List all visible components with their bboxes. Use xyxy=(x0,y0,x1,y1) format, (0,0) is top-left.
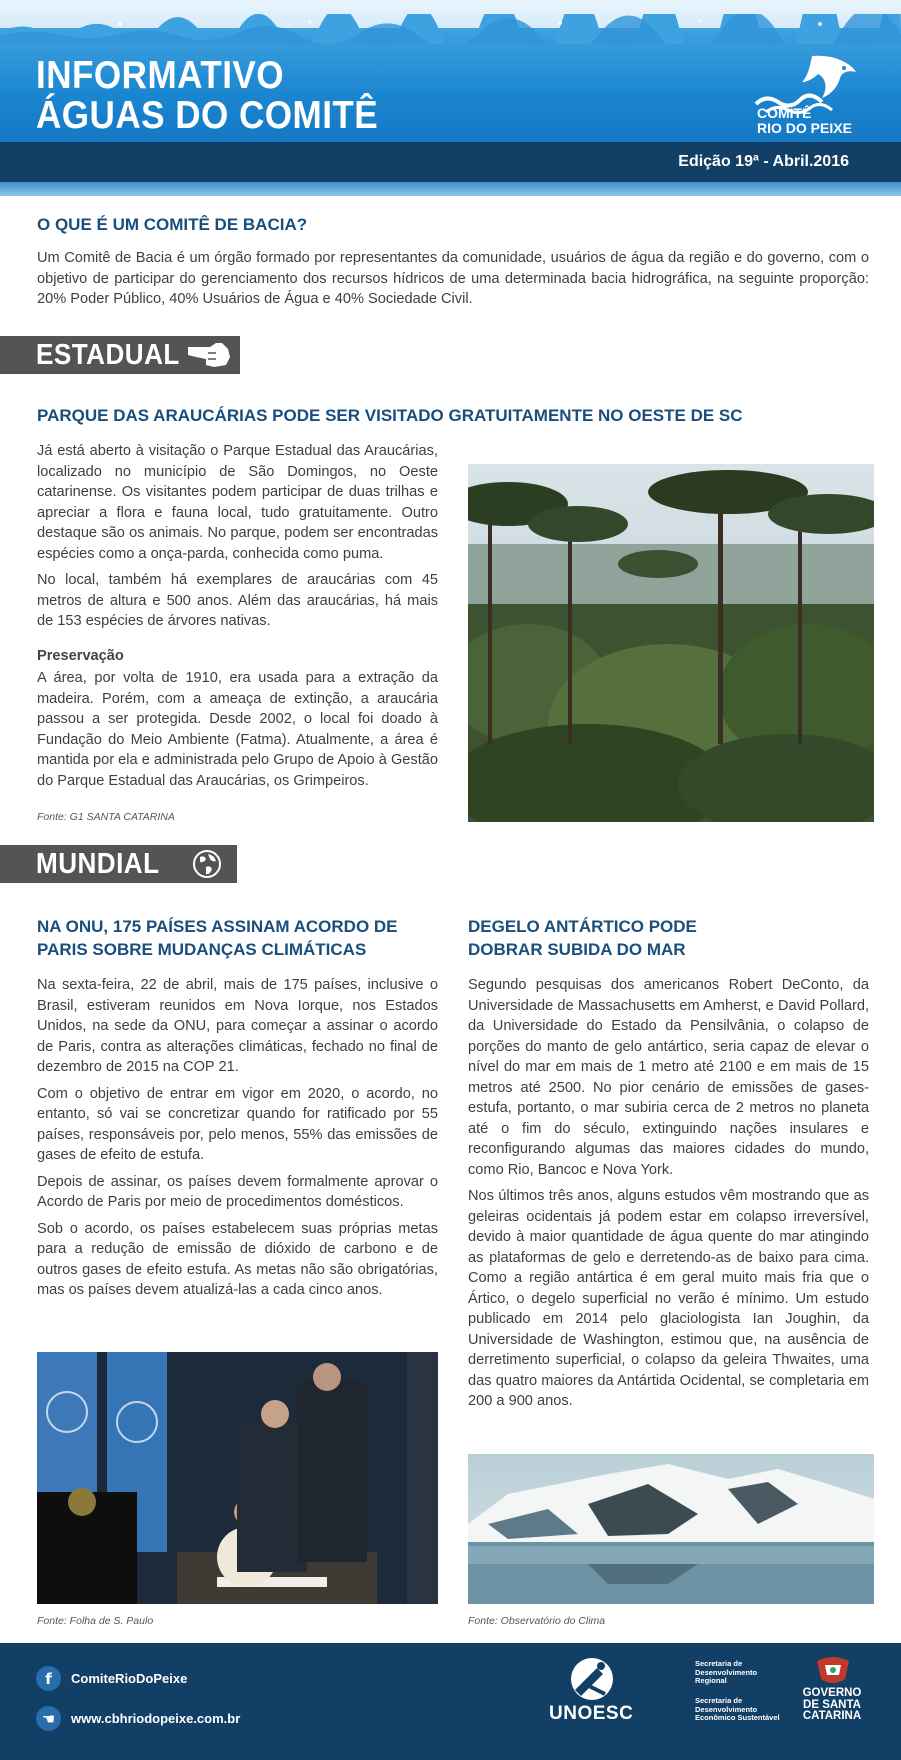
section-tag-label: MUNDIAL xyxy=(36,847,160,880)
gov-line: GOVERNO xyxy=(802,1687,862,1699)
degelo-heading-line1: DEGELO ANTÁRTICO PODE xyxy=(468,917,697,936)
secretaria-line: Secretaria de xyxy=(695,1659,743,1668)
intro-text: Um Comitê de Bacia é um órgão formado por representantes da comunidade, usuários de água da região e do governo, com o objetivo de participar do gerenciamento dos recursos hídricos de uma determinada bacia hidrográfica, na seguinte proporção: 20% Poder Público, 40% Usuários de Água e 40% Sociedade Civil. xyxy=(37,250,869,307)
facebook-icon: f xyxy=(36,1666,61,1691)
header-light-band xyxy=(0,182,901,196)
degelo-paragraph: Segundo pesquisas dos americanos Robert DeConto, da Universidade de Massachusetts em Amherst, e David Pollard, da Universidade do Estado da Pensilvânia, o colapso de porções do manto de gelo antártico, seria capaz de elevar o nível do mar em mais de 1 metro até 2100 e em mais de 15 metros até 2500. No pior cenário de emissões de gases-estufa, portanto, o mar subiria cerca de 2 metros no planeta até o fim do século, extinguindo nações insulares e reconfigurando algumas das maiores cidades do mundo, como Rio, Bancoc e Nova York. xyxy=(468,977,869,1178)
araucarias-body xyxy=(37,441,438,791)
araucaria-forest-photo xyxy=(468,464,874,822)
degelo-body xyxy=(468,975,869,1412)
newsletter-title-line1: INFORMATIVO xyxy=(36,54,285,97)
section-tag-estadual xyxy=(0,336,240,374)
secretaria-line: Desenvolvimento xyxy=(695,1667,758,1677)
section-tag-label: ESTADUAL xyxy=(36,338,180,371)
globe-icon xyxy=(192,849,222,879)
website-url: www.cbhriodopeixe.com.br xyxy=(71,1711,241,1726)
onu-paragraph: Sob o acordo, os países estabelecem suas próprias metas para a redução de emissão de dióxido de carbono e de outros gases de efeito estufa. As metas não são obrigatórias, mas os países devem atualizá-las a cada cinco anos. xyxy=(37,1220,438,1298)
logo-line1: COMITÊ xyxy=(757,105,812,121)
secretaria-regional-logo xyxy=(695,1660,757,1686)
facebook-handle: ComiteRioDoPeixe xyxy=(71,1671,188,1686)
governo-sc-logo-text xyxy=(802,1688,862,1723)
onu-heading-line2: PARIS SOBRE MUDANÇAS CLIMÁTICAS xyxy=(37,940,367,959)
secretaria-line: Econômico Sustentável xyxy=(695,1713,780,1722)
section-tag-mundial xyxy=(0,845,237,883)
onu-heading xyxy=(37,915,398,961)
degelo-heading-line2: DOBRAR SUBIDA DO MAR xyxy=(468,940,686,959)
degelo-source: Fonte: Observatório do Clima xyxy=(468,1615,606,1627)
degelo-heading xyxy=(468,915,697,961)
onu-source: Fonte: Folha de S. Paulo xyxy=(37,1615,154,1627)
hand-cursor-icon: ☚ xyxy=(36,1706,61,1731)
unoesc-logo-icon xyxy=(567,1656,617,1702)
santa-catarina-coat-of-arms-icon xyxy=(813,1655,853,1687)
newsletter-title-line2: ÁGUAS DO COMITÊ xyxy=(36,94,379,137)
preservacao-subheading: Preservação xyxy=(37,647,124,664)
edition-label: Edição 19ª - Abril.2016 xyxy=(678,153,849,170)
araucarias-paragraph: No local, também há exemplares de araucárias com 45 metros de altura e 500 anos. Além das araucárias, há mais de 153 espécies de árvores nativas. xyxy=(37,572,438,629)
araucarias-source: Fonte: G1 SANTA CATARINA xyxy=(37,811,175,823)
pointing-hand-icon xyxy=(186,341,232,369)
gov-line: DE SANTA xyxy=(803,1698,861,1711)
facebook-link[interactable] xyxy=(36,1666,187,1691)
onu-heading-line1: NA ONU, 175 PAÍSES ASSINAM ACORDO DE xyxy=(37,917,398,936)
onu-paragraph: Depois de assinar, os países devem formalmente aprovar o Acordo de Paris por meio de procedimentos domésticos. xyxy=(37,1173,438,1210)
website-link[interactable] xyxy=(36,1706,240,1731)
preservacao-paragraph: A área, por volta de 1910, era usada para a extração da madeira. Porém, com a ameaça de extinção, a araucária passou a ser protegida. Desde 2002, o local foi doado à Fundação do Meio Ambiente (Fatma). Atualmente, a área é mantida por ela e administrada pelo Grupo de Apoio à Gestão do Parque Estadual das Araucárias, os Grimpeiros. xyxy=(37,670,438,789)
secretaria-line: Desenvolvimento xyxy=(695,1704,758,1714)
comite-logo-text xyxy=(757,106,852,136)
degelo-paragraph: Nos últimos três anos, alguns estudos vêm mostrando que as geleiras ocidentais já podem estar em colapso irreversível, devido à maior quantidade de água quente do mar atingindo as plataformas de gelo e derretendo-as de baixo para cima. Como a região antártica é em geral muito mais fria que o Ártico, o degelo superficial no verão é mínimo. Um estudo publicado em 2014 pelo glaciologista Ian Joughin, da Universidade de Washington, estimou que, na ausência de derretimento superficial, o colapso da geleira Thwaites, uma das quatro maiores da Antártida Ocidental, se completaria em 200 a 900 anos. xyxy=(468,1188,869,1409)
wave-splash-decoration xyxy=(0,14,901,44)
onu-paragraph: Na sexta-feira, 22 de abril, mais de 175 países, inclusive o Brasil, estiveram reunidos em Nova Iorque, nos Estados Unidos, na sede da ONU, para começar a assinar o acordo de Paris, contra as alterações climáticas, fechado no final de dezembro de 2015 na COP 21. xyxy=(37,977,438,1075)
onu-body xyxy=(37,975,438,1301)
secretaria-economico-logo xyxy=(695,1697,780,1723)
araucarias-heading: PARQUE DAS ARAUCÁRIAS PODE SER VISITADO GRATUITAMENTE NO OESTE DE SC xyxy=(37,406,743,425)
antarctic-glacier-photo xyxy=(468,1454,874,1604)
unoesc-logo-text: UNOESC xyxy=(549,1703,634,1724)
araucarias-paragraph: Já está aberto à visitação o Parque Estadual das Araucárias, localizado no município de São Domingos, no Oeste catarinense. Os visitantes podem participar de duas trilhas e apreciar a flora e fauna local, tudo gratuitamente. Outro destaque são os animais. No parque, podem ser encontradas espécies como a onça-parda, conhecida como puma. xyxy=(37,443,438,562)
logo-line2: RIO DO PEIXE xyxy=(757,120,852,136)
intro-heading: O QUE É UM COMITÊ DE BACIA? xyxy=(37,215,308,234)
secretaria-line: Regional xyxy=(695,1676,727,1685)
secretaria-line: Secretaria de xyxy=(695,1696,743,1705)
paris-agreement-signing-photo xyxy=(37,1352,438,1604)
gov-line: CATARINA xyxy=(802,1710,862,1722)
onu-paragraph: Com o objetivo de entrar em vigor em 2020, o acordo, no entanto, só vai se concretizar quando for ratificado por 55 países, responsáveis por, pelo menos, 55% das emissões de gases de efeito de estufa. xyxy=(37,1085,438,1163)
